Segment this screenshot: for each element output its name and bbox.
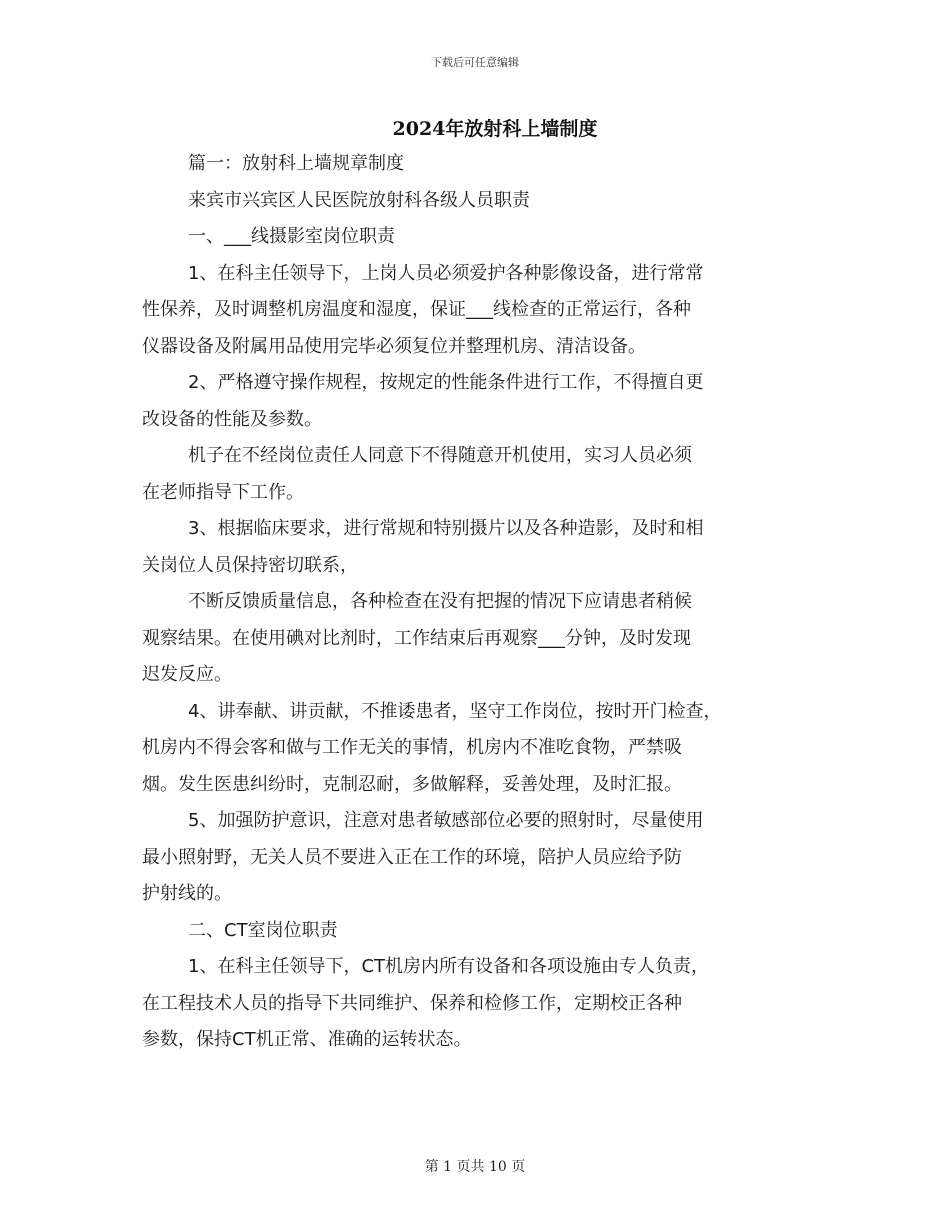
text-line: 机子在不经岗位责任人同意下不得随意开机使用，实习人员必须	[188, 445, 692, 466]
text-line: 在工程技术人员的指导下共同维护、保养和检修工作，定期校正各种	[142, 992, 682, 1014]
text-line: 3、根据临床要求，进行常规和特别摄片以及各种造影，及时和相	[188, 518, 704, 539]
text-line: 1、在科主任领导下，上岗人员必须爱护各种影像设备，进行常常	[188, 262, 704, 284]
text-line: 来宾市兴宾区人民医院放射科各级人员职责	[188, 189, 530, 211]
text-line: 观察结果。在使用碘对比剂时，工作结束后再观察___分钟，及时发现	[142, 627, 691, 649]
document-body	[142, 146, 812, 1059]
text-line: 4、讲奉献、讲贡献，不推诿患者，坚守工作岗位，按时开门检查，	[188, 700, 722, 722]
header-note: 下载后可任意编辑	[431, 56, 519, 69]
text-line: 不断反馈质量信息，各种检查在没有把握的情况下应请患者稍候	[188, 591, 692, 612]
text-line: 仪器设备及附属用品使用完毕必须复位并整理机房、清洁设备。	[142, 335, 646, 357]
text-line: 1、在科主任领导下，CT机房内所有设备和各项设施由专人负责，	[188, 956, 710, 977]
text-line: 机房内不得会客和做与工作无关的事情，机房内不准吃食物，严禁吸	[142, 737, 682, 758]
text-line: 烟。发生医患纠纷时，克制忍耐，多做解释，妥善处理，及时汇报。	[142, 773, 682, 795]
text-line: 性保养，及时调整机房温度和湿度，保证___线检查的正常运行，各种	[142, 299, 691, 320]
text-line: 2、严格遵守操作规程，按规定的性能条件进行工作，不得擅自更	[188, 372, 704, 393]
text-line: 5、加强防护意识，注意对患者敏感部位必要的照射时，尽量使用	[188, 810, 704, 831]
text-line: 参数，保持CT机正常、准确的运转状态。	[142, 1029, 472, 1050]
text-line: 二、CT室岗位职责	[188, 919, 338, 941]
text-line: 最小照射野，无关人员不要进入正在工作的环境，陪护人员应给予防	[142, 846, 682, 868]
text-line: 关岗位人员保持密切联系，	[142, 554, 358, 576]
page-footer: 第 1 页共 10 页	[424, 1159, 526, 1175]
text-line: 一、___线摄影室岗位职责	[188, 226, 395, 247]
text-line: 篇一：放射科上墙规章制度	[188, 153, 404, 174]
text-line: 在老师指导下工作。	[142, 481, 304, 503]
text-line: 改设备的性能及参数。	[142, 408, 322, 430]
text-line: 迟发反应。	[142, 664, 232, 685]
document-title: 2024年放射科上墙制度	[392, 118, 598, 140]
text-line: 护射线的。	[142, 883, 232, 904]
